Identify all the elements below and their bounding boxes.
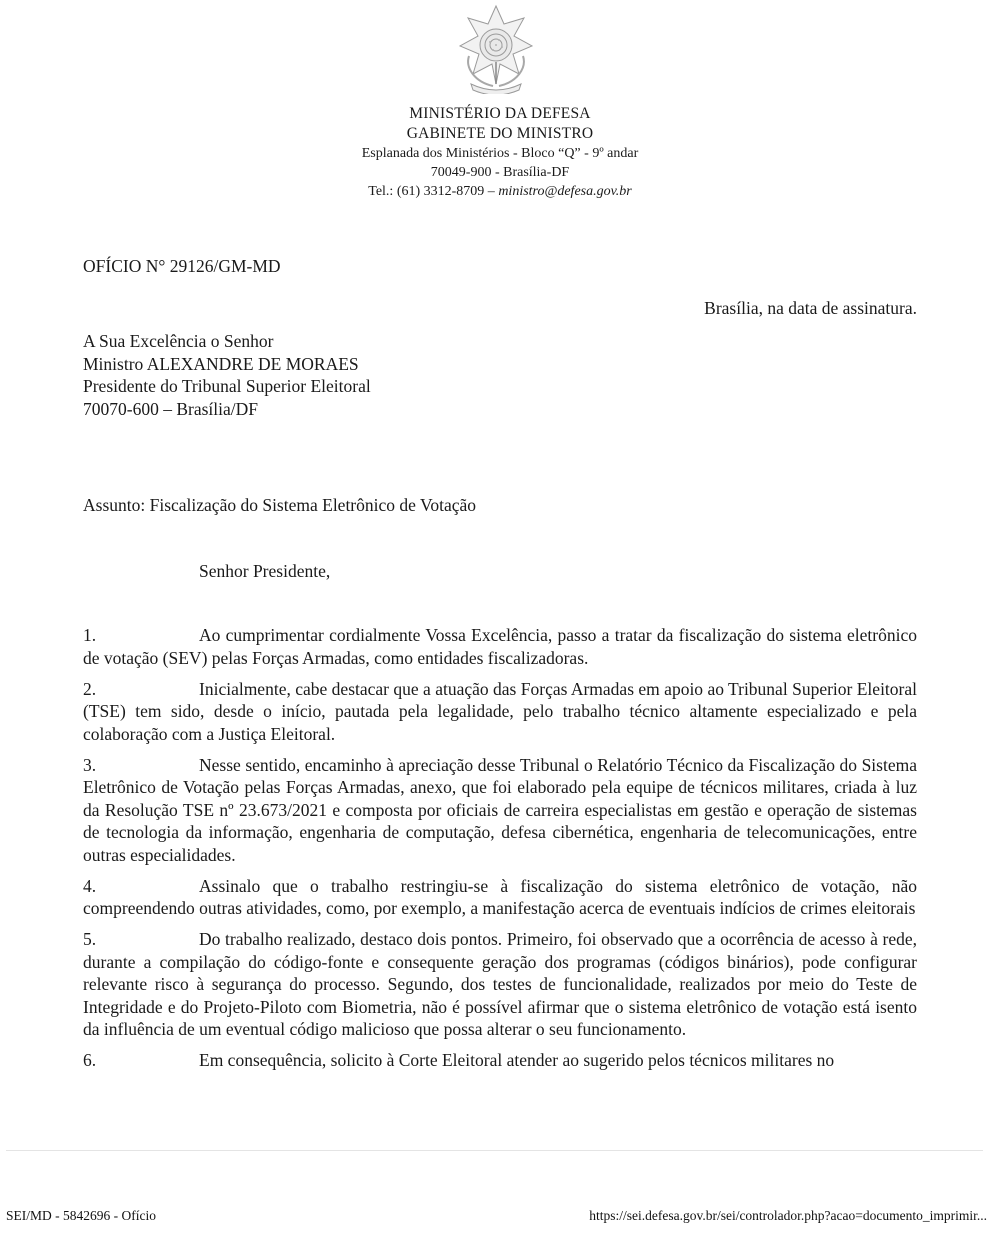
paragraph-number: 1.	[83, 625, 97, 645]
recipient-line: Presidente do Tribunal Superior Eleitoral	[83, 376, 371, 396]
paragraph	[83, 1049, 917, 1072]
paragraph-text: Nesse sentido, encaminho à apreciação desse Tribunal o Relatório Técnico da Fiscalização do Sistema Eletrônico de Votação pelas Forças Armadas, anexo, que foi elaborado pela equipe de técnicos militares, criada à luz da Resolução TSE nº 23.673/2021 e composta por oficiais de carreira especialistas em gestão e operação de sistemas de tecnologia da informação, engenharia de computação, defesa cibernética, engenharia de telecomunicações, entre outras especialidades.	[83, 754, 917, 865]
paragraph-number: 2.	[83, 678, 97, 699]
paragraph	[83, 624, 917, 669]
ministry-name: MINISTÉRIO DA DEFESA	[409, 105, 591, 122]
footer-document-id: SEI/MD - 5842696 - Ofício	[6, 1208, 156, 1223]
oficio-number: OFÍCIO N° 29126/GM-MD	[83, 256, 281, 276]
date-line: Brasília, na data de assinatura.	[704, 298, 917, 318]
recipient-line: 70070-600 – Brasília/DF	[83, 398, 258, 419]
paragraph-number: 3.	[83, 754, 97, 775]
email: ministro@defesa.gov.br	[498, 184, 632, 199]
paragraph-text: Ao cumprimentar cordialmente Vossa Excelência, passo a tratar da fiscalização do sistema eletrônico de votação (SEV) pelas Forças Armadas, como entidades fiscalizadoras.	[83, 625, 917, 668]
telephone: Tel.: (61) 3312-8709 –	[368, 184, 495, 199]
letterhead	[250, 104, 750, 201]
contact-line	[250, 182, 750, 201]
letter-body	[83, 624, 917, 1080]
paragraph-number: 5.	[83, 929, 97, 949]
page-divider	[6, 1150, 983, 1151]
paragraph-text: Do trabalho realizado, destaco dois pontos. Primeiro, foi observado que a ocorrência de acesso à rede, durante a compilação do código-fonte e consequente geração dos programas (códigos binários), pode configurar relevante risco à segurança do processo. Segundo, dos testes de funcionalidade, realizados por meio do Teste de Integridade e do Projeto-Piloto com Biometria, não é possível afirmar que o sistema eletrônico de votação está isento da influência de um eventual código malicioso que possa alterar o seu funcionamento.	[83, 929, 917, 1039]
address-line-1: Esplanada dos Ministérios - Bloco “Q” - 9º andar	[361, 146, 639, 161]
paragraph-text: Assinalo que o trabalho restringiu-se à fiscalização do sistema eletrônico de votação, não compreendendo outras atividades, como, por exemplo, a manifestação acerca de eventuais indícios de crimes eleitorais	[83, 875, 917, 918]
subject-line: Assunto: Fiscalização do Sistema Eletrônico de Votação	[83, 495, 477, 515]
paragraph	[83, 928, 917, 1041]
recipient-line: Ministro ALEXANDRE DE MORAES	[83, 353, 359, 374]
coat-of-arms-icon	[457, 4, 535, 94]
footer-url[interactable]: https://sei.defesa.gov.br/sei/controlador.php?acao=documento_imprimir...	[589, 1208, 987, 1223]
paragraph-text: Em consequência, solicito à Corte Eleitoral atender ao sugerido pelos técnicos militares no	[199, 1050, 835, 1070]
address-line-2: 70049-900 - Brasília-DF	[430, 165, 570, 180]
paragraph-text: Inicialmente, cabe destacar que a atuação das Forças Armadas em apoio ao Tribunal Superior Eleitoral (TSE) tem sido, desde o início, pautada pela legalidade, pelo trabalho técnico altamente especializado e pela colaboração com a Justiça Eleitoral.	[83, 678, 917, 744]
paragraph-number: 6.	[83, 1050, 97, 1070]
paragraph	[83, 678, 917, 746]
paragraph-number: 4.	[83, 875, 97, 896]
office-name: GABINETE DO MINISTRO	[406, 125, 594, 142]
salutation: Senhor Presidente,	[199, 561, 331, 581]
recipient-block	[83, 330, 371, 420]
paragraph	[83, 754, 917, 867]
paragraph	[83, 875, 917, 920]
recipient-line: A Sua Excelência o Senhor	[83, 331, 274, 351]
